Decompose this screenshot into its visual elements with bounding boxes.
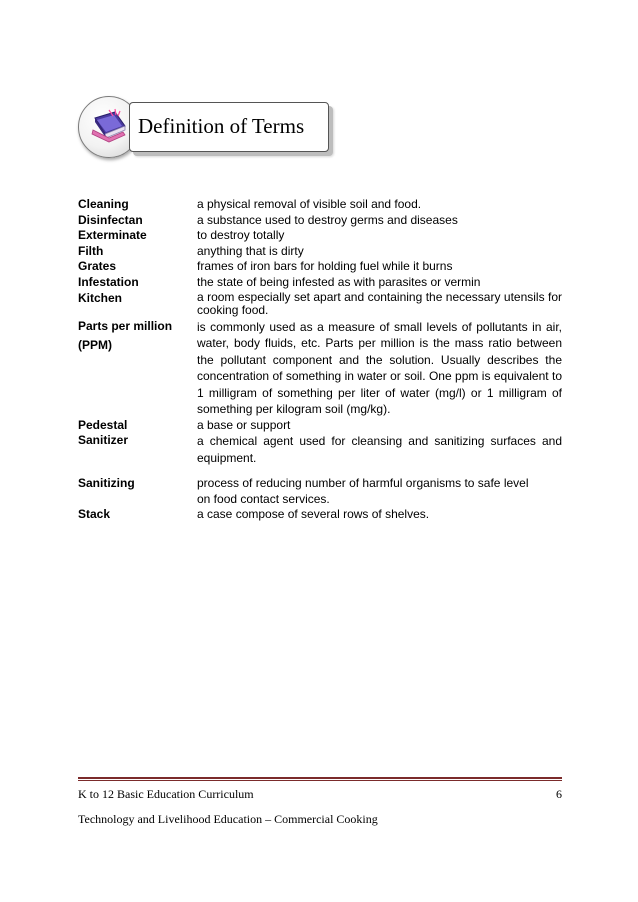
definition: is commonly used as a measure of small levels of pollutants in air, water, body fluids, etc. Parts per million is the mass ratio between the pollutant component and the solution. Usually describes the concentration of something in water or soil. One ppm is equivalent to 1 milligram of something per liter of water (mg/l) or 1 milligram of something per kilogram soil (mg/kg). [197,319,562,417]
definition: process of reducing number of harmful organisms to safe level on food contact services. [197,476,529,506]
definition-row [78,476,562,507]
footer-curriculum: K to 12 Basic Education Curriculum [78,787,254,801]
term: Sanitizing [78,476,135,491]
term: Disinfectan [78,212,143,227]
definition: a room especially set apart and containing the necessary utensils for cooking food. [197,289,562,317]
definition-row [78,197,562,213]
definition: a base or support [197,417,291,432]
footer-divider-thin [78,780,562,781]
definition-row [78,433,562,466]
term: Filth [78,243,104,258]
definition-row [78,259,562,275]
definition-row [78,244,562,260]
term: Stack [78,507,111,522]
definitions-list [78,197,562,523]
definition-row [78,228,562,244]
term-group [78,319,197,418]
definition: frames of iron bars for holding fuel while it burns [197,259,453,274]
definition: a case compose of several rows of shelves. [197,507,430,522]
term: Grates [78,259,117,274]
definition: the state of being infested as with parasites or vermin [197,274,481,289]
term: Pedestal [78,417,128,432]
footer-divider [78,777,562,779]
definition: anything that is dirty [197,243,304,258]
term: Sanitizer [78,433,129,448]
definition: a physical removal of visible soil and food. [197,197,422,211]
definition: a chemical agent used for cleansing and sanitizing surfaces and equipment. [197,434,562,465]
term: Cleaning [78,197,129,211]
definition-row [78,507,562,523]
definition-row [78,275,562,291]
page-title: Definition of Terms [138,114,305,138]
page-number: 6 [556,787,562,801]
term: Infestation [78,274,139,289]
term: Parts per million [78,318,173,333]
definition-row [78,213,562,229]
term-abbreviation: (PPM) [78,338,112,353]
definition-row [78,319,562,418]
section-header [78,96,338,158]
definition-row [78,418,562,434]
term: Exterminate [78,228,147,243]
definition: to destroy totally [197,228,285,243]
footer-subject: Technology and Livelihood Education – Commercial Cooking [78,812,378,826]
term: Kitchen [78,290,123,305]
definition: a substance used to destroy germs and diseases [197,212,458,227]
title-box [129,102,329,152]
definition-row [78,291,562,317]
